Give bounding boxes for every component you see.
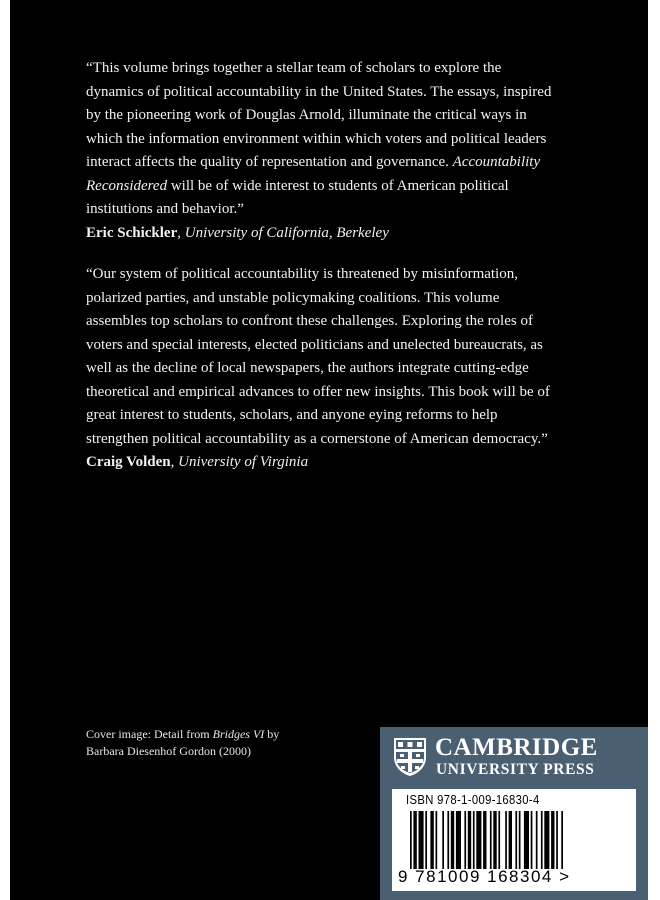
publisher-name: CAMBRIDGE [435, 734, 598, 761]
quote-2-institution: University of Virginia [178, 454, 309, 470]
isbn-label: ISBN 978-1-009-16830-4 [406, 793, 540, 807]
quote-2-attribution: Craig Volden, University of Virginia [86, 454, 309, 470]
barcode-bars [410, 811, 620, 869]
endorsement-quote-2 [86, 263, 556, 475]
quote-1-institution: University of California, Berkeley [184, 224, 389, 241]
quote-1-text: “This volume brings together a stellar team of scholars to explore the dynamics of political accountability in the United States. The essays, inspired by the pioneering work of Douglas Arnold, illuminate the critical ways in which the information environment within which voters and political leaders interact affects the quality of representation and governance. Accountability Reconsidered will be of wide interest to students of American political institutions and behavior.” [86, 60, 552, 217]
publisher-panel [380, 727, 648, 900]
cover-image-credit: Cover image: Detail from Bridges VI by Barbara Diesenhof Gordon (2000) [86, 727, 280, 758]
isbn-barcode [392, 789, 636, 891]
artist-name: Barbara Diesenhof Gordon (2000) [86, 744, 251, 758]
quote-2-text: “Our system of political accountability is threatened by misinformation, polarized parties, and unstable policymaking coalitions. This volume assembles top scholars to confront these challenges. Exploring the roles of voters and special interests, elected politicians and unelected bureaucrats, as well as the decline of local newspapers, the authors integrate cutting-edge theoretical and empirical advances to offer new insights. This book will be of great interest to students, scholars, and anyone eying reforms to help strengthen political accountability as a cornerstone of American democracy.” [86, 266, 550, 447]
barcode-digits: 9 781009 168304 > [398, 867, 571, 886]
publisher-subname: UNIVERSITY PRESS [436, 761, 595, 778]
quote-1-author: Eric Schickler [86, 224, 178, 241]
artwork-title: Bridges VI [212, 727, 265, 741]
book-title: Accountability Reconsidered [86, 154, 541, 194]
back-cover [10, 0, 648, 900]
quote-1-attribution: Eric Schickler, University of California, Berkeley [86, 224, 389, 241]
endorsement-quote-1 [86, 57, 556, 245]
cambridge-shield-icon [393, 737, 427, 777]
quote-2-author: Craig Volden [86, 454, 171, 470]
